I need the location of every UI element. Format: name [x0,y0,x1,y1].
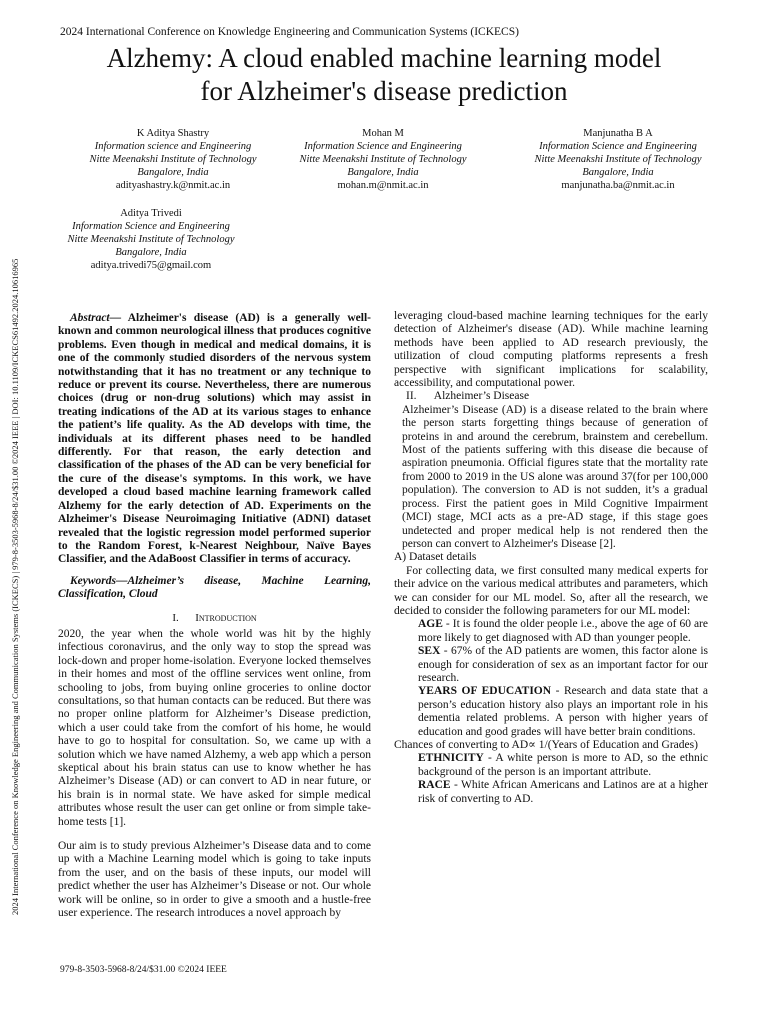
title-line-1: Alzhemy: A cloud enabled machine learning model [106,43,662,73]
page-footer: 979-8-3503-5968-8/24/$31.00 ©2024 IEEE [60,965,227,975]
author-institute: Nitte Meenakshi Institute of Technology [299,154,467,165]
author-dept: Information science and Engineering [94,141,252,152]
author-name: Mohan M [362,128,404,139]
author-email: adityashastry.k@nmit.ac.in [115,180,231,191]
author-email: manjunatha.ba@nmit.ac.in [561,180,675,191]
intro-paragraph-2: Our aim is to study previous Alzheimer’s Disease data and to come up with a Machine Learning model which is going to take inputs from the user, and on the basis of these inputs, our model will predict whether the user has Alzheimer’s Disease or not. Our whole work will be online, so in order to give a smooth and a hustle-free user experience. The research introduces a novel approach by [58,840,371,920]
author-city: Bangalore, India [582,167,654,178]
abstract-lead: Abstract— [70,312,122,324]
param-label: AGE [418,618,443,631]
author-institute: Nitte Meenakshi Institute of Technology [67,234,235,245]
side-doi-note: 2024 International Conference on Knowledge Engineering and Communication Systems (ICKECS) | 979-8-3503-5968-8/24/$31.00 ©2024 IEEE | DOI: 10.1109/ICKECS61492.2024.10616965 [10,258,20,915]
param-label: RACE [418,779,451,792]
section-heading-alzheimers [394,390,708,403]
author-name: K Aditya Shastry [136,128,210,139]
author-email: aditya.trivedi75@gmail.com [90,260,212,271]
param-race [394,779,708,806]
author-block-4 [56,207,246,272]
author-city: Bangalore, India [115,247,187,258]
paper-title [40,42,728,108]
left-column [58,312,371,920]
section-number: II. [406,390,417,403]
param-label: YEARS OF EDUCATION [418,685,552,698]
param-label: ETHNICITY [418,752,484,765]
author-email: mohan.m@nmit.ac.in [337,180,429,191]
section-heading-introduction [58,612,371,625]
author-city: Bangalore, India [137,167,209,178]
param-ethnicity [394,752,708,779]
abstract-body: Alzheimer's disease (AD) is a generally well-known and common neurological illness that produces cognitive problems. Even though in medical and medical domains, it is one of the commonly studied disorders of the nervous system notwithstanding that it has no treatment or any technique to reduce or prevent its course. Nevertheless, there are numerous choices (drug or non-drug solutions) which may assist in treating indications of the AD at its various stages to enhance the patient’s life quality. As the AD develops with time, the individuals at its different phases need to be handled differently. For that reason, the early detection and classification of the phases of the AD can be very beneficial for the cure of the disease's symptoms. In this work, we have developed a cloud based machine learning framework called Alzhemy for the early detection of AD. Experiments on the Alzheimer's Disease Neuroimaging Initiative (ADNI) dataset revealed that the logistic regression model performed superior to the Random Forest, k-Nearest Neighbour, Naïve Bayes Classifier, and the AdaBoost Classifier in terms of accuracy. [58,312,371,566]
author-block-1 [78,127,268,192]
right-paragraph-1: leveraging cloud-based machine learning techniques for the early detection of Alzheimer's disease (AD). While machine learning methods have been applied to AD research previously, the utilization of cloud computing platforms represents a fresh perspective with significant implications for scalability, accessibility, and computational power. [394,310,708,390]
section-2-paragraph: Alzheimer’s Disease (AD) is a disease related to the brain where the person starts forgetting things because of generation of proteins in and around the cerebrum, brainstem and cerebellum. Most of the patients suffering with this disease die because of aspiration pneumonia. Official figures state that the mortality rate from 2000 to 2019 in the US alone was around 37(for per 100,000 population). The conversion to AD is not sudden, it’s a gradual process. First the patient goes in Mild Cognitive Impairment (MCI) stage, MCI acts as a pre-AD stage, if this stage goes undetected and proper medical help is not rendered then the person can convert to Alzheimer's Disease [2]. [402,403,708,550]
chances-formula: Chances of converting to AD∝ 1/(Years of Education and Grades) [394,739,698,751]
intro-paragraph-1: 2020, the year when the whole world was hit by the highly infectious coronavirus, and the only way to stop the spread was lock-down and proper home-isolation. Everyone locked themselves in their homes and most of the offline services went online, from schooling to jobs, from buying online groceries to online doctor consultations, so that human contacts can be reduced. But there was no proper online platform for Alzheimer’s Disease prediction, which a user could take from the comfort of his home, he would have to go to hospital for consultation. So, we came up with a solution which we have named Alzhemy, a web app which a person skeptical about his brain status can use to know whether he has Alzheimer’s Disease (AD) or can convert to AD in near future, or his brain is in normal state. We have asked for simple medical attributes whose result the user can get online or from simple take-home tests [1]. [58,627,371,828]
author-institute: Nitte Meenakshi Institute of Technology [534,154,702,165]
section-title: Introduction [195,611,257,624]
param-text: - White African Americans and Latinos are at a higher risk of converting to AD. [418,779,708,805]
author-name: Aditya Trivedi [120,208,182,219]
author-dept: Information Science and Engineering [304,141,462,152]
author-city: Bangalore, India [347,167,419,178]
abstract [58,312,371,567]
author-name: Manjunatha B A [583,128,653,139]
author-dept: Information Science and Engineering [539,141,697,152]
section-number: I. [172,611,179,624]
author-dept: Information Science and Engineering [72,221,230,232]
keywords: Keywords—Alzheimer’s disease, Machine Learning, Classification, Cloud [58,574,371,601]
param-text: - A white person is more to AD, so the ethnic background of the person is an important attribute. [418,752,708,778]
conference-header: 2024 International Conference on Knowledge Engineering and Communication Systems (ICKECS) [60,26,519,38]
param-label: SEX [418,645,441,658]
param-years-of-education [394,685,708,739]
right-column [394,310,708,806]
title-line-2: for Alzheimer's disease prediction [200,76,568,106]
subsection-dataset-details: A) Dataset details [394,551,477,564]
param-text: - It is found the older people i.e., above the age of 60 are more likely to get diagnosed with AD than younger people. [418,618,708,644]
dataset-paragraph: For collecting data, we first consulted many medical experts for their advice on the various medical attributes and parameters, which we can consider for our ML model. So, after all the research, we decided to consider the following parameters for our ML model: [394,564,708,617]
param-age [394,618,708,645]
param-text: - 67% of the AD patients are women, this factor alone is enough for consideration of sex as an important factor for our research. [418,645,708,684]
param-sex [394,645,708,685]
section-title: Alzheimer’s Disease [433,390,530,403]
author-block-3 [518,127,718,192]
param-text: - Research and data state that a person’s education history also plays an important role in his dementia related problems. A person with higher years of education and good grades will have better brain conditions. [418,685,708,738]
author-institute: Nitte Meenakshi Institute of Technology [89,154,257,165]
author-block-2 [286,127,480,192]
